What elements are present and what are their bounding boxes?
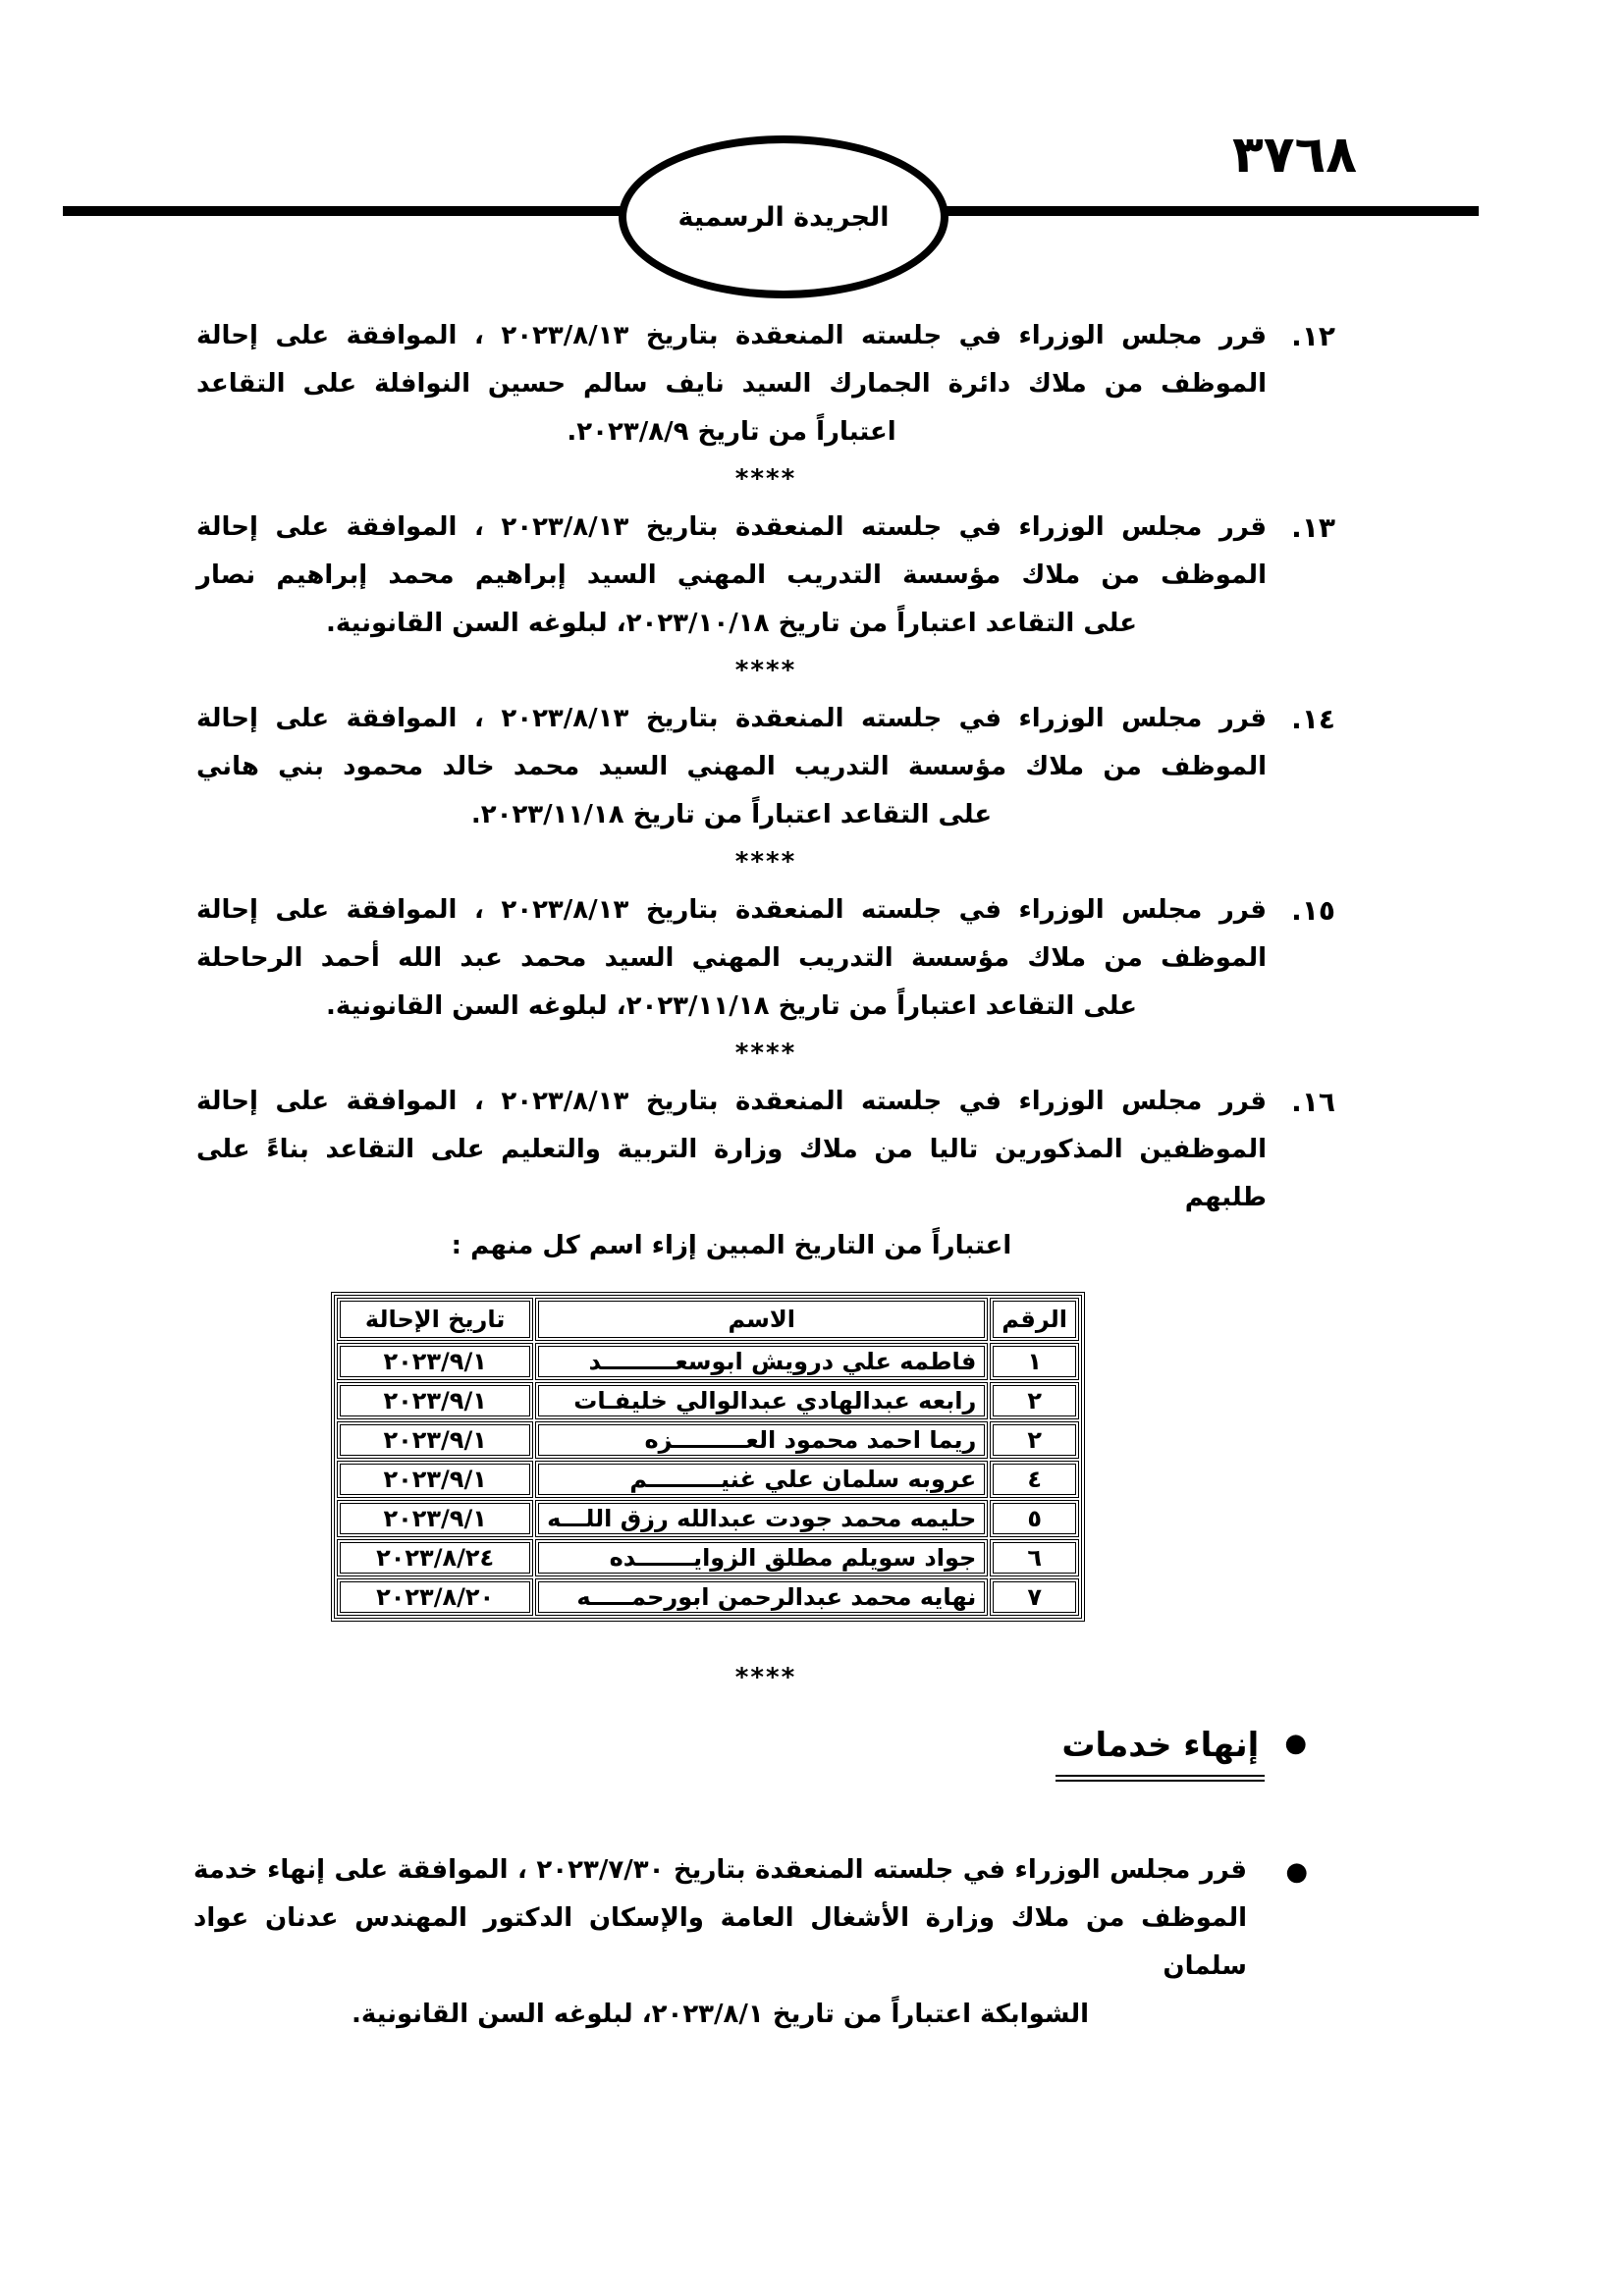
decision-item-14 [196, 695, 1335, 839]
item-number: ١٢. [1291, 320, 1335, 352]
decision-item-15 [196, 886, 1335, 1031]
cell-number: ١ [990, 1343, 1079, 1380]
item-text-line: على التقاعد اعتباراً من تاريخ ٢٠٢٣/١١/١٨. [470, 800, 993, 829]
item-text-line: اعتباراً من تاريخ ٢٠٢٣/٨/٩. [567, 417, 896, 447]
separator: **** [734, 847, 797, 877]
section-termination-heading [0, 1726, 1307, 1782]
gazette-seal [619, 135, 948, 298]
header-number: الرقم [990, 1298, 1079, 1341]
cell-date: ٢٠٢٣/٩/١ [337, 1421, 533, 1459]
separator: **** [734, 1039, 797, 1068]
item-text-line: على التقاعد اعتباراً من تاريخ ٢٠٢٣/١٠/١٨، لبلوغه السن القانونية. [325, 609, 1138, 638]
separator: **** [734, 1663, 797, 1692]
cell-number: ٢ [990, 1382, 1079, 1419]
item-text-line: قرر مجلس الوزراء في جلسته المنعقدة بتاريخ ٢٠٢٣/٨/١٣ ، الموافقة على إحالة [196, 1087, 1267, 1116]
cell-date: ٢٠٢٣/٨/٢٠ [337, 1578, 533, 1616]
cell-name: ريما احمد محمود العـــــــــزه [535, 1421, 988, 1459]
closing-text-line: الموظف من ملاك وزارة الأشغال العامة والإسكان الدكتور المهندس عدنان عواد سلمان [193, 1903, 1247, 1981]
cell-name: حليمه محمد جودت عبدالله رزق اللـــه [535, 1500, 988, 1537]
item-text-line: على التقاعد اعتباراً من تاريخ ٢٠٢٣/١١/١٨، لبلوغه السن القانونية. [325, 991, 1138, 1021]
item-text-line: قرر مجلس الوزراء في جلسته المنعقدة بتاريخ ٢٠٢٣/٨/١٣ ، الموافقة على إحالة [196, 512, 1267, 542]
header-referral-date: تاريخ الإحالة [337, 1298, 533, 1341]
decision-item-13 [196, 504, 1335, 648]
table-row [337, 1578, 1079, 1616]
bullet-icon: ● [1284, 1728, 1307, 1758]
closing-text-line: الشوابكة اعتباراً من تاريخ ٢٠٢٣/٨/١، لبلوغه السن القانونية. [351, 2000, 1090, 2029]
separator: **** [734, 656, 797, 685]
cell-number: ٦ [990, 1539, 1079, 1576]
termination-decision [193, 1846, 1308, 2039]
cell-date: ٢٠٢٣/٩/١ [337, 1500, 533, 1537]
item-text-line: الموظف من ملاك دائرة الجمارك السيد نايف سالم حسين النوافلة على التقاعد [196, 369, 1267, 399]
item-number: ١٦. [1291, 1086, 1335, 1118]
item-number: ١٣. [1291, 511, 1335, 544]
retirees-table [331, 1292, 1085, 1622]
item-text-line: قرر مجلس الوزراء في جلسته المنعقدة بتاريخ ٢٠٢٣/٨/١٣ ، الموافقة على إحالة [196, 895, 1267, 925]
cell-date: ٢٠٢٣/٩/١ [337, 1461, 533, 1498]
header-name: الاسم [535, 1298, 988, 1341]
section-title: إنهاء خدمات [1056, 1726, 1265, 1782]
separator: **** [734, 464, 797, 494]
bullet-icon: ● [1285, 1857, 1308, 1887]
cell-name: رابعه عبدالهادي عبدالوالي خليفـات [535, 1382, 988, 1419]
table-row [337, 1382, 1079, 1419]
table-header-row [337, 1298, 1079, 1341]
cell-number: ٢ [990, 1421, 1079, 1459]
item-text-line: الموظفين المذكورين تاليا من ملاك وزارة التربية والتعليم على التقاعد بناءً على طلبهم [196, 1135, 1267, 1212]
cell-number: ٥ [990, 1500, 1079, 1537]
decision-item-16 [196, 1078, 1335, 1270]
table-row [337, 1421, 1079, 1459]
item-text-line: الموظف من ملاك مؤسسة التدريب المهني السيد محمد عبد الله أحمد الرحاحلة [196, 943, 1267, 973]
cell-date: ٢٠٢٣/٩/١ [337, 1382, 533, 1419]
item-text-line: الموظف من ملاك مؤسسة التدريب المهني السيد إبراهيم محمد إبراهيم نصار [196, 561, 1267, 590]
item-text-line: الموظف من ملاك مؤسسة التدريب المهني السيد محمد خالد محمود بني هاني [196, 752, 1267, 781]
cell-date: ٢٠٢٣/٨/٢٤ [337, 1539, 533, 1576]
item-text-line: قرر مجلس الوزراء في جلسته المنعقدة بتاريخ ٢٠٢٣/٨/١٣ ، الموافقة على إحالة [196, 321, 1267, 350]
closing-text-line: قرر مجلس الوزراء في جلسته المنعقدة بتاريخ ٢٠٢٣/٧/٣٠ ، الموافقة على إنهاء خدمة [193, 1855, 1247, 1885]
table-row [337, 1500, 1079, 1537]
table-row [337, 1461, 1079, 1498]
item-number: ١٥. [1291, 894, 1335, 927]
decision-item-12 [196, 312, 1335, 456]
table-row [337, 1539, 1079, 1576]
cell-name: جواد سويلم مطلق الزوايـــــــده [535, 1539, 988, 1576]
cell-name: نهايه محمد عبدالرحمن ابورحمـــــه [535, 1578, 988, 1616]
cell-name: عروبه سلمان علي غنيـــــــــم [535, 1461, 988, 1498]
cell-name: فاطمه علي درويش ابوسعـــــــــد [535, 1343, 988, 1380]
cell-number: ٧ [990, 1578, 1079, 1616]
cell-number: ٤ [990, 1461, 1079, 1498]
page-number: ٣٧٦٨ [1232, 126, 1357, 185]
table-row [337, 1343, 1079, 1380]
cell-date: ٢٠٢٣/٩/١ [337, 1343, 533, 1380]
item-text-line: اعتباراً من التاريخ المبين إزاء اسم كل منهم : [451, 1231, 1012, 1260]
item-text-line: قرر مجلس الوزراء في جلسته المنعقدة بتاريخ ٢٠٢٣/٨/١٣ ، الموافقة على إحالة [196, 704, 1267, 733]
gazette-title: الجريدة الرسمية [677, 201, 890, 233]
item-number: ١٤. [1291, 703, 1335, 735]
